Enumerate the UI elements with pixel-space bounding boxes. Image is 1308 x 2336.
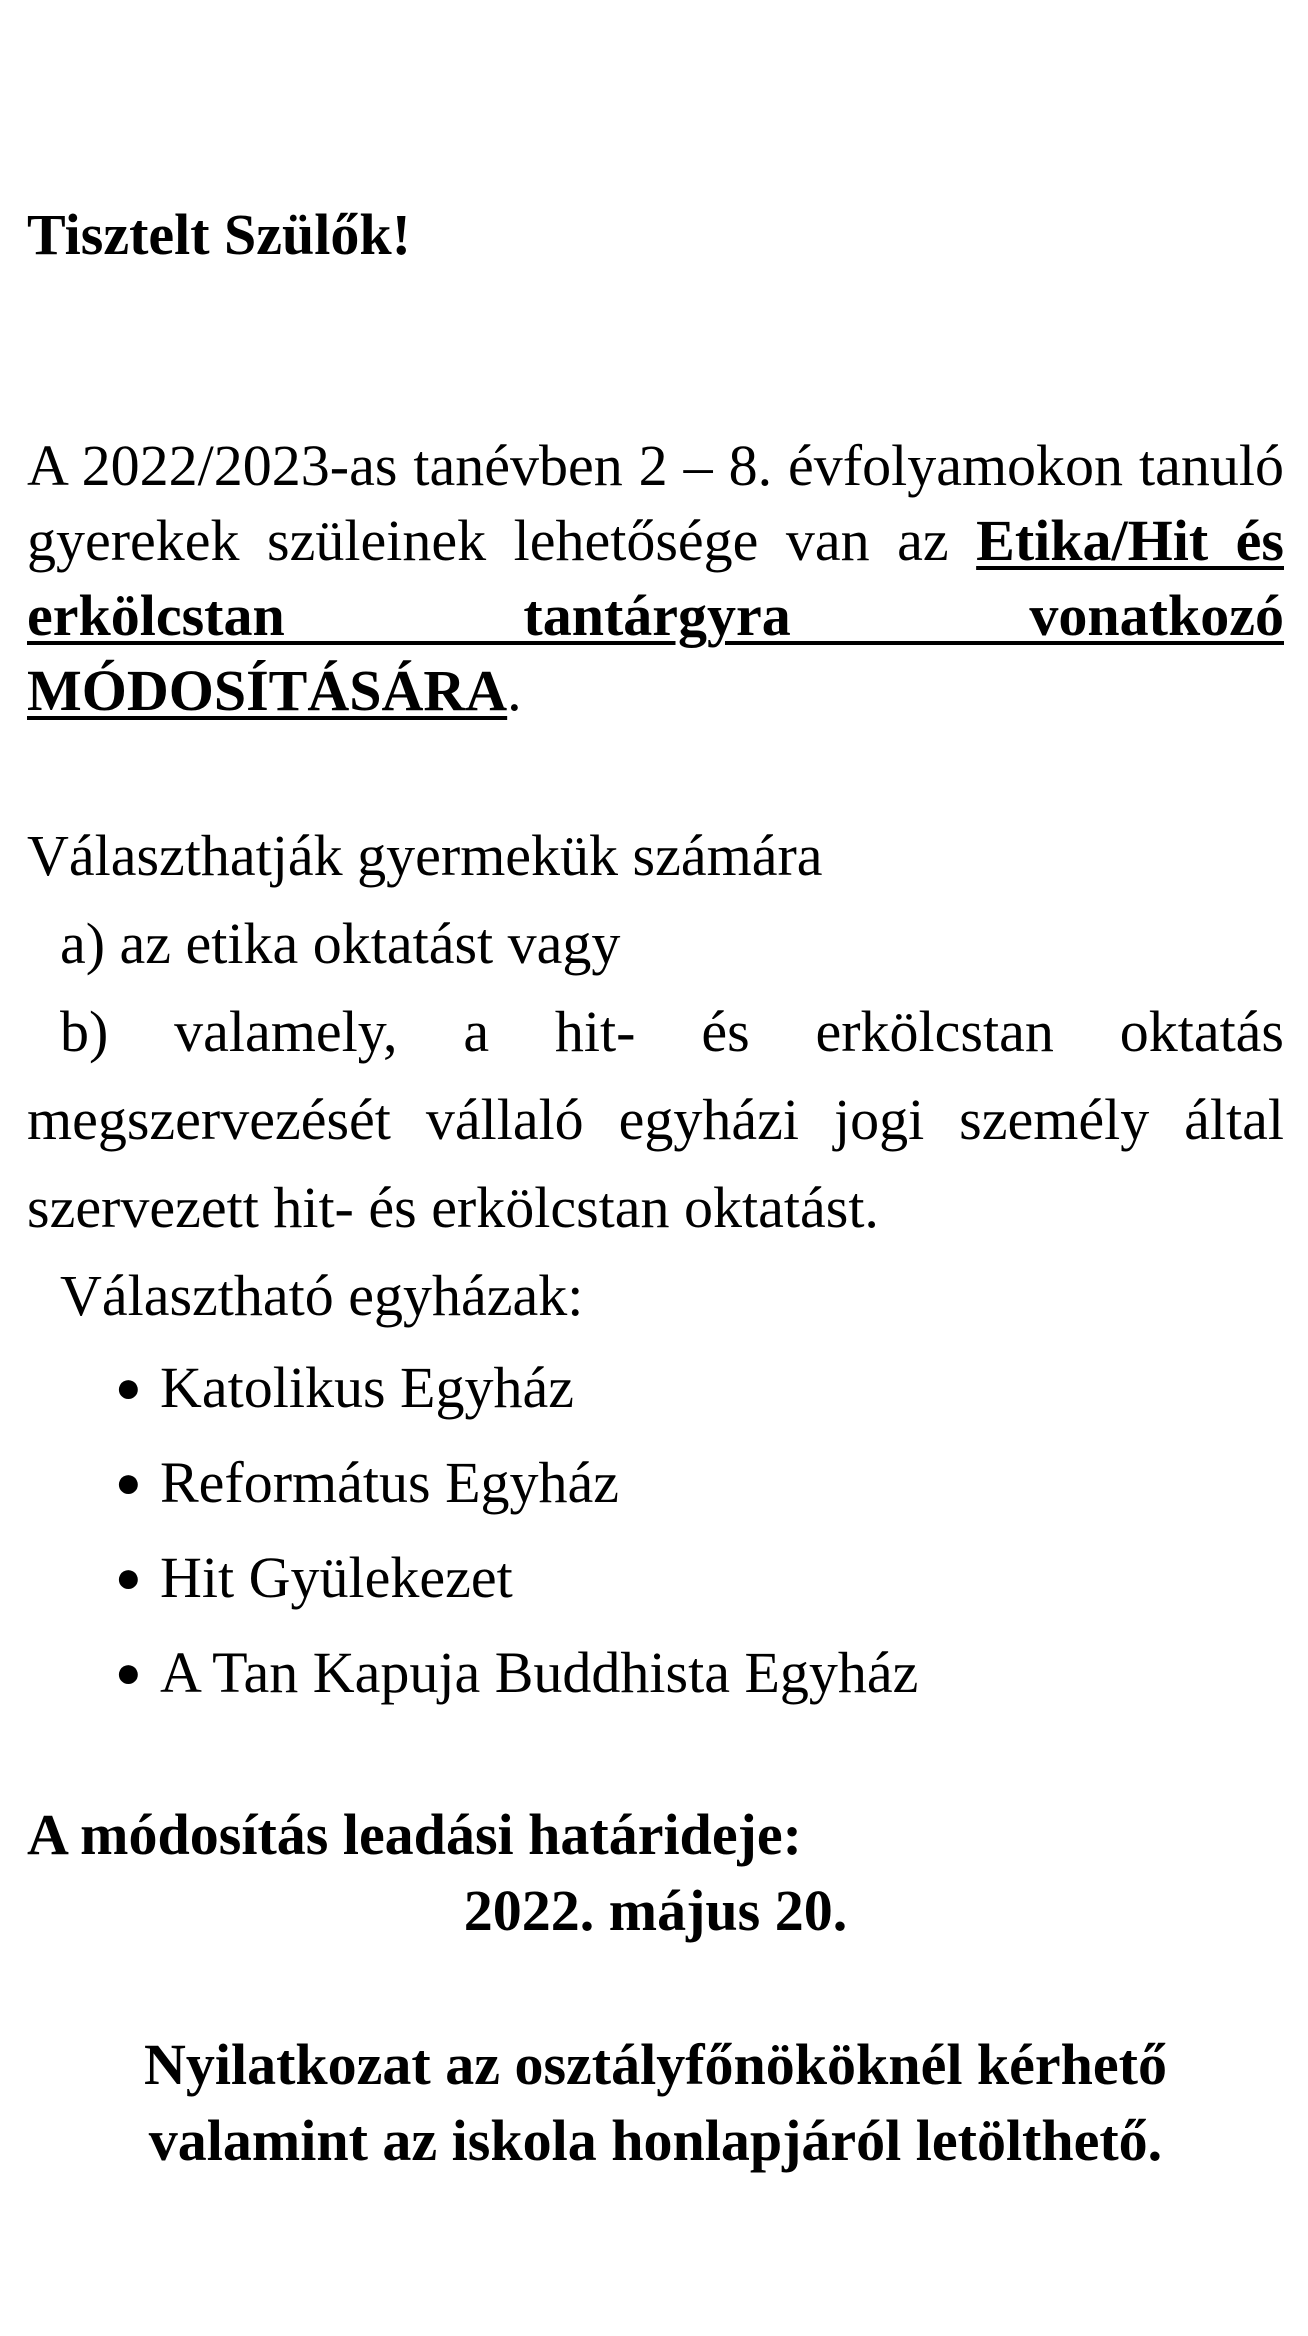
notice-line-1: Nyilatkozat az osztályfőnököknél kérhető: [144, 2032, 1167, 2097]
church-name: Hit Gyülekezet: [160, 1545, 513, 1610]
option-b-text: b) valamely, a hit- és erkölcstan oktatás megszervezését vállaló egyházi jogi személy által szervezett hit- és erkölcstan oktatást.: [27, 999, 1284, 1240]
church-name: Katolikus Egyház: [160, 1355, 574, 1420]
bullet-icon: ●: [115, 1363, 142, 1412]
intro-text: A 2022/2023-as tanévben 2 – 8. évfolyamokon tanuló gyerekek szüleinek lehetősége van az: [27, 433, 1284, 573]
church-item: [27, 1340, 1284, 1435]
bullet-icon: ●: [115, 1458, 142, 1507]
option-b: [27, 988, 1284, 1252]
intro-paragraph: [27, 428, 1284, 728]
church-item: [27, 1435, 1284, 1530]
bullet-icon: ●: [115, 1648, 142, 1697]
choices-lead: Választhatják gyermekük számára: [27, 823, 823, 888]
churches-list: [27, 1340, 1284, 1720]
bullet-icon: ●: [115, 1553, 142, 1602]
choices-section: [27, 812, 1284, 1720]
deadline-label: A módosítás leadási határideje:: [27, 1802, 802, 1867]
church-item: [27, 1530, 1284, 1625]
church-item: [27, 1625, 1284, 1720]
notice-line-2: valamint az iskola honlapjáról letölthető.: [148, 2108, 1163, 2173]
deadline-date: 2022. május 20.: [463, 1878, 848, 1943]
intro-period: .: [507, 658, 522, 723]
intro-emphasis: Etika/Hit és erkölcstan tantárgyra vonatkozó MÓDOSÍTÁSÁRA: [27, 508, 1284, 723]
church-name: Református Egyház: [160, 1450, 620, 1515]
option-a: a) az etika oktatást vagy: [60, 911, 621, 976]
notice: [27, 2027, 1284, 2179]
greeting: Tisztelt Szülők!: [27, 202, 411, 267]
church-name: A Tan Kapuja Buddhista Egyház: [160, 1640, 919, 1705]
churches-label: Választható egyházak:: [60, 1263, 584, 1328]
